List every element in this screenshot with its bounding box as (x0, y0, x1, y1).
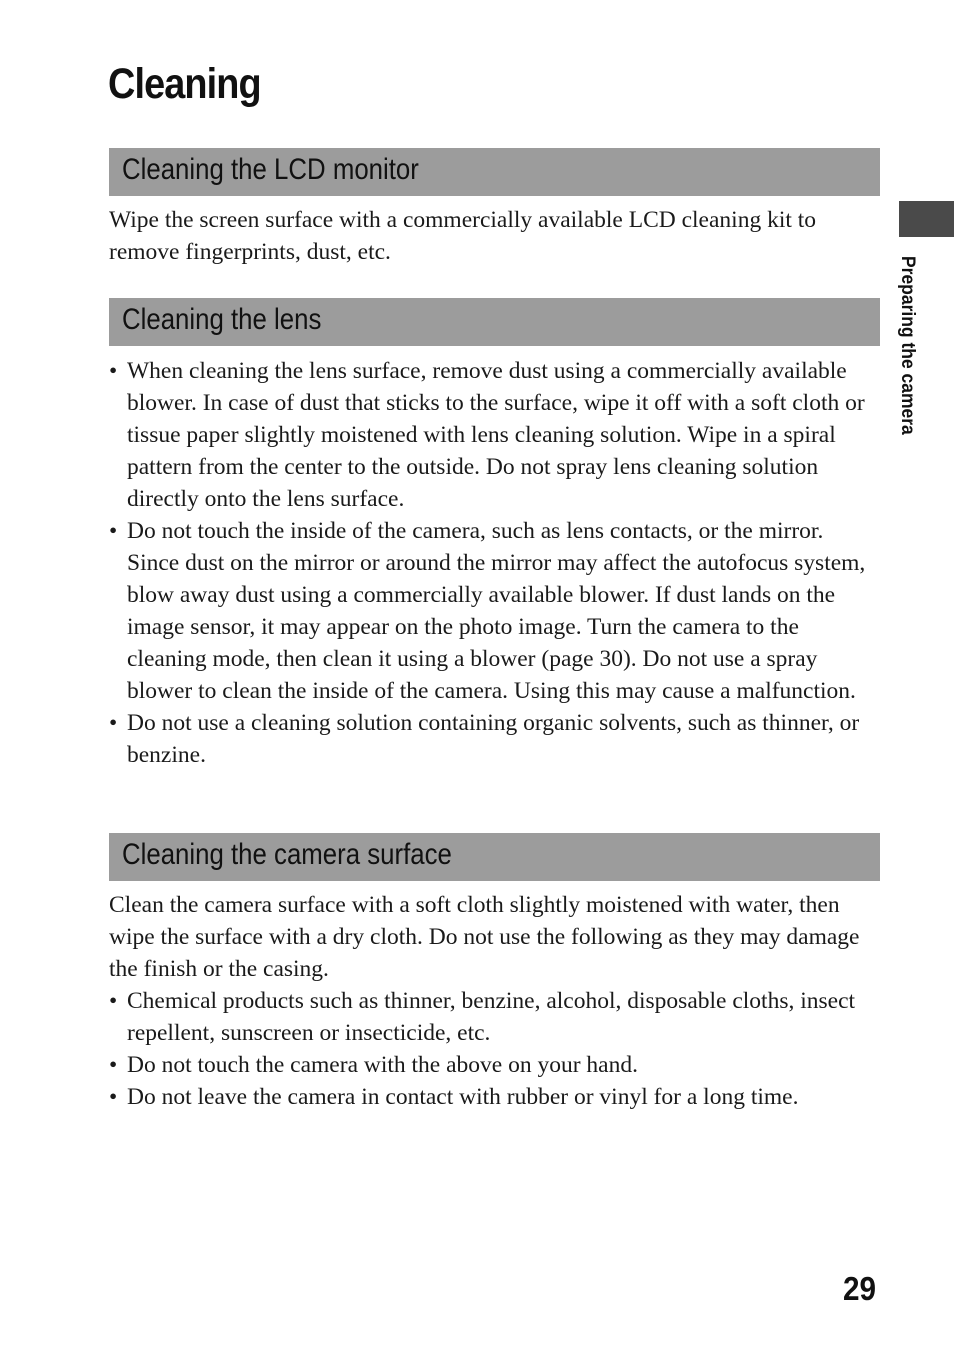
list-item-text: Do not touch the camera with the above on your hand. (127, 1052, 638, 1078)
bullet-icon: • (109, 358, 118, 384)
list-item (109, 1081, 879, 1113)
list-item (109, 1049, 879, 1081)
chapter-tab-marker (899, 201, 954, 237)
surface-bullet-list (109, 985, 879, 1113)
lens-bullet-list (109, 355, 879, 771)
list-item-text: Chemical products such as thinner, benzine, alcohol, disposable cloths, insect repellent, sunscreen or insecticide, etc. (127, 988, 856, 1046)
bullet-icon: • (109, 1084, 118, 1110)
list-item (109, 985, 879, 1049)
list-item-text: When cleaning the lens surface, remove dust using a commercially available blower. In case of dust that sticks to the surface, wipe it off with a soft cloth or tissue paper slightly moistened with lens cleaning solution. Wipe in a spiral pattern from the center to the outside. Do not spray lens cleaning solution directly onto the lens surface. (127, 358, 865, 512)
section-heading-surface-text: Cleaning the camera surface (122, 838, 452, 871)
list-item (109, 355, 879, 515)
bullet-icon: • (109, 1052, 118, 1078)
section-heading-lens-text: Cleaning the lens (122, 303, 322, 336)
section-heading-surface (109, 833, 880, 881)
page-title: Cleaning (108, 60, 261, 108)
list-item (109, 515, 879, 707)
bullet-icon: • (109, 710, 118, 736)
list-item-text: Do not leave the camera in contact with rubber or vinyl for a long time. (127, 1084, 799, 1110)
section-heading-lcd-text: Cleaning the LCD monitor (122, 153, 419, 186)
chapter-side-label: Preparing the camera (897, 256, 918, 435)
bullet-icon: • (109, 518, 118, 544)
section-heading-lcd (109, 148, 880, 196)
lcd-body-text: Wipe the screen surface with a commercially available LCD cleaning kit to remove fingerprints, dust, etc. (109, 207, 817, 265)
bullet-icon: • (109, 988, 118, 1014)
surface-body-text: Clean the camera surface with a soft cloth slightly moistened with water, then wipe the surface with a dry cloth. Do not use the following as they may damage the finish or the casing. (109, 892, 860, 982)
page-number: 29 (843, 1270, 877, 1307)
list-item-text: Do not use a cleaning solution containing organic solvents, such as thinner, or benzine. (127, 710, 860, 768)
list-item (109, 707, 879, 771)
list-item-text: Do not touch the inside of the camera, such as lens contacts, or the mirror. Since dust on the mirror or around the mirror may affect the autofocus system, blow away dust using a commercially available blower. If dust lands on the image sensor, it may appear on the photo image. Turn the camera to the cleaning mode, then clean it using a blower (page 30). Do not use a spray blower to clean the inside of the camera. Using this may cause a malfunction. (127, 518, 866, 704)
section-heading-lens (109, 298, 880, 346)
